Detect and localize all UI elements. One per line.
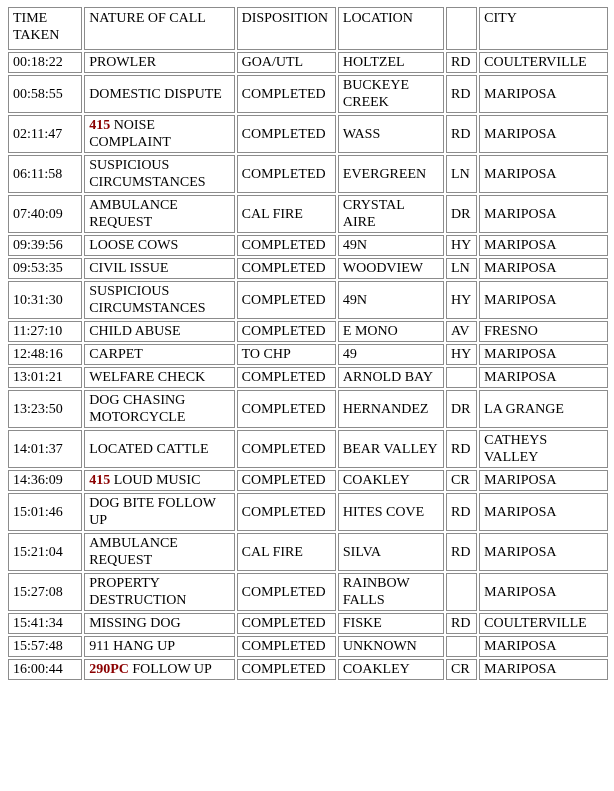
cell-time-taken: 09:53:35: [8, 258, 82, 279]
cell-disposition: COMPLETED: [237, 470, 336, 491]
cell-time-taken: 16:00:44: [8, 659, 82, 680]
cell-city: COULTERVILLE: [479, 613, 608, 634]
cell-time-taken: 14:36:09: [8, 470, 82, 491]
cell-nature-of-call: [84, 235, 234, 256]
cell-street-suffix: DR: [446, 195, 477, 233]
nature-text: LOCATED CATTLE: [89, 441, 209, 457]
nature-text: LOOSE COWS: [89, 238, 179, 253]
cell-street-suffix: CR: [446, 659, 477, 680]
cell-location: 49: [338, 344, 444, 365]
header-disposition: DISPOSITION: [237, 7, 336, 50]
cell-time-taken: 15:41:34: [8, 613, 82, 634]
cell-street-suffix: HY: [446, 281, 477, 319]
cell-street-suffix: RD: [446, 430, 477, 468]
nature-text: LOUD MUSIC: [113, 473, 201, 488]
cell-street-suffix: LN: [446, 258, 477, 279]
cell-nature-of-call: [84, 281, 234, 319]
table-row: [8, 115, 608, 153]
cell-nature-of-call: [84, 430, 234, 468]
cell-city: LA GRANGE: [479, 390, 608, 428]
cell-city: MARIPOSA: [479, 281, 608, 319]
cell-location: WOODVIEW: [338, 258, 444, 279]
cell-disposition: COMPLETED: [237, 235, 336, 256]
nature-text: SUSPICIOUS CIRCUMSTANCES: [89, 158, 206, 190]
cell-disposition: COMPLETED: [237, 573, 336, 611]
cell-disposition: COMPLETED: [237, 281, 336, 319]
cell-location: HITES COVE: [338, 493, 444, 531]
cell-street-suffix: CR: [446, 470, 477, 491]
cell-street-suffix: RD: [446, 533, 477, 571]
cell-location: 49N: [338, 235, 444, 256]
penal-code: 415: [89, 118, 111, 133]
cell-time-taken: 15:01:46: [8, 493, 82, 531]
table-row: [8, 390, 608, 428]
cell-location: UNKNOWN: [338, 636, 444, 657]
cell-city: MARIPOSA: [479, 195, 608, 233]
table-row: [8, 52, 608, 73]
cell-time-taken: 02:11:47: [8, 115, 82, 153]
cell-city: COULTERVILLE: [479, 52, 608, 73]
cell-street-suffix: LN: [446, 155, 477, 193]
table-row: [8, 573, 608, 611]
cell-time-taken: 12:48:16: [8, 344, 82, 365]
cell-time-taken: 13:01:21: [8, 367, 82, 388]
cell-disposition: COMPLETED: [237, 430, 336, 468]
nature-text: CARPET: [89, 347, 143, 362]
cell-disposition: COMPLETED: [237, 115, 336, 153]
cell-nature-of-call: [84, 367, 234, 388]
cell-street-suffix: AV: [446, 321, 477, 342]
cell-location: BUCKEYE CREEK: [338, 75, 444, 113]
header-location: LOCATION: [338, 7, 444, 50]
cell-street-suffix: [446, 573, 477, 611]
cell-disposition: COMPLETED: [237, 155, 336, 193]
call-log-table: [6, 5, 610, 682]
header-time-taken: TIME TAKEN: [8, 7, 82, 50]
cell-location: COAKLEY: [338, 659, 444, 680]
cell-street-suffix: RD: [446, 52, 477, 73]
cell-location: RAINBOW FALLS: [338, 573, 444, 611]
table-row: [8, 258, 608, 279]
cell-time-taken: 06:11:58: [8, 155, 82, 193]
penal-code: 415: [89, 473, 111, 488]
cell-city: MARIPOSA: [479, 533, 608, 571]
cell-time-taken: 09:39:56: [8, 235, 82, 256]
cell-disposition: TO CHP: [237, 344, 336, 365]
cell-disposition: COMPLETED: [237, 258, 336, 279]
penal-code: 290PC: [89, 662, 129, 677]
nature-text: AMBULANCE REQUEST: [89, 198, 178, 230]
cell-nature-of-call: [84, 390, 234, 428]
nature-text: DOMESTIC DISPUTE: [89, 86, 222, 102]
call-log-body: [8, 7, 608, 680]
header-row: [8, 7, 608, 50]
cell-city: MARIPOSA: [479, 493, 608, 531]
cell-nature-of-call: [84, 470, 234, 491]
table-row: [8, 321, 608, 342]
cell-city: MARIPOSA: [479, 636, 608, 657]
table-row: [8, 281, 608, 319]
cell-city: MARIPOSA: [479, 659, 608, 680]
header-street-suffix: [446, 7, 477, 50]
nature-text: NOISE COMPLAINT: [89, 118, 171, 150]
cell-disposition: CAL FIRE: [237, 195, 336, 233]
table-row: [8, 344, 608, 365]
cell-location: 49N: [338, 281, 444, 319]
nature-text: DOG BITE FOLLOW UP: [89, 496, 216, 528]
table-row: [8, 155, 608, 193]
cell-location: FISKE: [338, 613, 444, 634]
cell-nature-of-call: [84, 533, 234, 571]
cell-time-taken: 10:31:30: [8, 281, 82, 319]
cell-disposition: COMPLETED: [237, 613, 336, 634]
cell-nature-of-call: [84, 155, 234, 193]
table-row: [8, 195, 608, 233]
nature-text: MISSING DOG: [89, 616, 181, 631]
cell-time-taken: 14:01:37: [8, 430, 82, 468]
cell-nature-of-call: [84, 636, 234, 657]
table-row: [8, 430, 608, 468]
cell-time-taken: 15:57:48: [8, 636, 82, 657]
cell-city: CATHEYS VALLEY: [479, 430, 608, 468]
cell-disposition: COMPLETED: [237, 75, 336, 113]
cell-nature-of-call: [84, 613, 234, 634]
cell-disposition: COMPLETED: [237, 390, 336, 428]
nature-text: CIVIL ISSUE: [89, 261, 169, 276]
cell-nature-of-call: [84, 115, 234, 153]
cell-disposition: COMPLETED: [237, 321, 336, 342]
cell-location: ARNOLD BAY: [338, 367, 444, 388]
nature-text: CHILD ABUSE: [89, 324, 181, 339]
cell-nature-of-call: [84, 573, 234, 611]
table-row: [8, 636, 608, 657]
cell-nature-of-call: [84, 344, 234, 365]
table-row: [8, 367, 608, 388]
cell-location: HOLTZEL: [338, 52, 444, 73]
cell-street-suffix: HY: [446, 235, 477, 256]
cell-street-suffix: RD: [446, 493, 477, 531]
cell-time-taken: 11:27:10: [8, 321, 82, 342]
cell-disposition: COMPLETED: [237, 659, 336, 680]
cell-time-taken: 00:58:55: [8, 75, 82, 113]
cell-disposition: GOA/UTL: [237, 52, 336, 73]
cell-city: MARIPOSA: [479, 235, 608, 256]
table-row: [8, 75, 608, 113]
cell-nature-of-call: [84, 195, 234, 233]
cell-city: MARIPOSA: [479, 75, 608, 113]
cell-location: CRYSTAL AIRE: [338, 195, 444, 233]
cell-nature-of-call: [84, 659, 234, 680]
cell-street-suffix: RD: [446, 75, 477, 113]
cell-location: HERNANDEZ: [338, 390, 444, 428]
cell-location: EVERGREEN: [338, 155, 444, 193]
cell-city: FRESNO: [479, 321, 608, 342]
table-row: [8, 533, 608, 571]
cell-disposition: COMPLETED: [237, 493, 336, 531]
cell-street-suffix: RD: [446, 613, 477, 634]
nature-text: PROPERTY DESTRUCTION: [89, 576, 187, 608]
header-city: CITY: [479, 7, 608, 50]
cell-street-suffix: DR: [446, 390, 477, 428]
cell-location: E MONO: [338, 321, 444, 342]
nature-text: PROWLER: [89, 55, 157, 70]
cell-city: MARIPOSA: [479, 367, 608, 388]
nature-text: DOG CHASING MOTORCYCLE: [89, 393, 186, 425]
cell-city: MARIPOSA: [479, 344, 608, 365]
table-row: [8, 493, 608, 531]
cell-nature-of-call: [84, 52, 234, 73]
nature-text: SUSPICIOUS CIRCUMSTANCES: [89, 284, 206, 316]
cell-nature-of-call: [84, 321, 234, 342]
cell-time-taken: 13:23:50: [8, 390, 82, 428]
table-row: [8, 470, 608, 491]
cell-street-suffix: HY: [446, 344, 477, 365]
cell-street-suffix: [446, 367, 477, 388]
cell-disposition: COMPLETED: [237, 367, 336, 388]
header-nature-of-call: NATURE OF CALL: [84, 7, 234, 50]
cell-location: BEAR VALLEY: [338, 430, 444, 468]
nature-text: AMBULANCE REQUEST: [89, 536, 178, 568]
cell-nature-of-call: [84, 258, 234, 279]
cell-city: MARIPOSA: [479, 258, 608, 279]
cell-city: MARIPOSA: [479, 115, 608, 153]
cell-time-taken: 15:21:04: [8, 533, 82, 571]
cell-nature-of-call: [84, 493, 234, 531]
cell-city: MARIPOSA: [479, 573, 608, 611]
cell-disposition: CAL FIRE: [237, 533, 336, 571]
cell-location: WASS: [338, 115, 444, 153]
cell-disposition: COMPLETED: [237, 636, 336, 657]
nature-text: 911 HANG UP: [89, 639, 176, 654]
table-row: [8, 235, 608, 256]
cell-time-taken: 07:40:09: [8, 195, 82, 233]
cell-city: MARIPOSA: [479, 470, 608, 491]
cell-street-suffix: [446, 636, 477, 657]
nature-text: FOLLOW UP: [132, 662, 212, 677]
nature-text: WELFARE CHECK: [89, 370, 206, 385]
table-row: [8, 659, 608, 680]
cell-city: MARIPOSA: [479, 155, 608, 193]
cell-time-taken: 00:18:22: [8, 52, 82, 73]
cell-location: COAKLEY: [338, 470, 444, 491]
cell-street-suffix: RD: [446, 115, 477, 153]
cell-time-taken: 15:27:08: [8, 573, 82, 611]
cell-nature-of-call: [84, 75, 234, 113]
table-row: [8, 613, 608, 634]
cell-location: SILVA: [338, 533, 444, 571]
